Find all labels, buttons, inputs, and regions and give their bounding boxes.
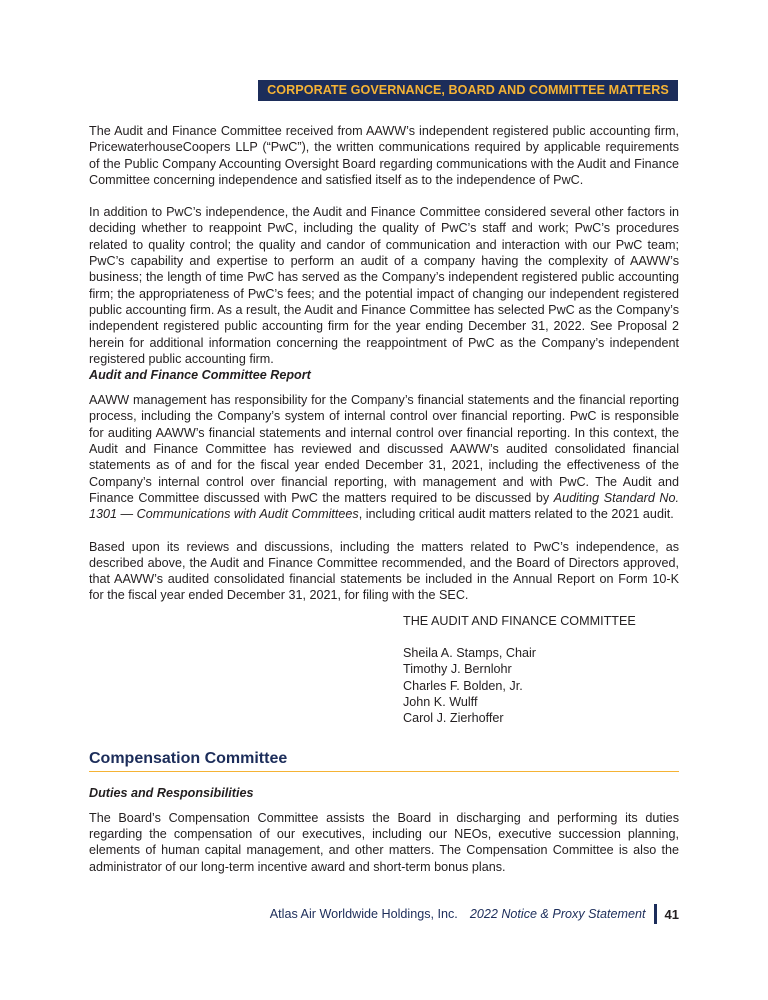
compensation-committee-heading: Compensation Committee [89,749,679,772]
paragraph-compensation-duties: The Board’s Compensation Committee assists the Board in discharging and performing its duties regarding the compensation of our executives, including our NEOs, executive succession planning, elements of human capital management, and other matters. The Compensation Committee is also the administrator of our long-term incentive award and short-term bonus plans. [89,810,679,874]
footer-document-title: 2022 Notice & Proxy Statement [469,907,646,921]
auditing-standard-title: Auditing Standard No. 1301 — Communications with Audit Committees [89,490,679,522]
page-footer [270,905,679,923]
duties-subheading: Duties and Responsibilities [89,785,254,800]
audit-report-text-2: , including critical audit matters related to the 2021 audit. [358,507,674,522]
footer-divider [654,904,657,924]
paragraph-independence: The Audit and Finance Committee received from AAWW’s independent registered public accounting firm, PricewaterhouseCoopers LLP (“PwC”), the written communications required by applicable requirements of the Public Company Accounting Oversight Board regarding communications with the Audit and Finance Committee concerning independence and satisfied itself as to the independence of PwC. [89,124,679,187]
signature-member: Carol J. Zierhoffer [403,711,504,726]
paragraph-reappointment-factors: In addition to PwC’s independence, the Audit and Finance Committee considered several other factors in deciding whether to reappoint PwC, including the quality of PwC’s staff and work; PwC’s procedures related to quality control; the quality and candor of communication and interaction with our PwC team; PwC’s capability and expertise to perform an audit of a company having the complexity of AAWW’s business; the length of time PwC has served as the Company’s independent registered public accounting firm; the appropriateness of PwC’s fees; and the potential impact of changing our independent registered public accounting firm. As a result, the Audit and Finance Committee has selected PwC as the Company’s independent registered public accounting firm for the year ending December 31, 2022. See Proposal 2 herein for additional information concerning the reappointment of PwC as the Company’s independent registered public accounting firm. [89,205,679,366]
audit-report-text-1: AAWW management has responsibility for the Company’s financial statements and the financial reporting process, including the Company’s system of internal control over financial reporting. PwC is responsible for auditing AAWW’s financial statements and internal control over financial reporting. In this context, the Audit and Finance Committee has reviewed and discussed AAWW’s audited consolidated financial statements as of and for the fiscal year ended December 31, 2021, including the effectiveness of the Company’s internal control over financial reporting, with management and with PwC. The Audit and Finance Committee discussed with PwC the matters required to be discussed by [89,393,679,505]
section-banner: CORPORATE GOVERNANCE, BOARD AND COMMITTEE MATTERS [258,80,678,101]
signature-title: THE AUDIT AND FINANCE COMMITTEE [403,613,636,628]
signature-member: Timothy J. Bernlohr [403,662,512,677]
footer-company: Atlas Air Worldwide Holdings, Inc. [269,907,458,921]
signature-member: Sheila A. Stamps, Chair [403,646,536,661]
signature-member: John K. Wulff [403,694,478,709]
signature-member: Charles F. Bolden, Jr. [403,678,523,693]
page-content [89,123,679,875]
committee-signature [403,613,679,727]
audit-report-subheading: Audit and Finance Committee Report [89,368,311,383]
paragraph-audit-report [89,392,679,522]
page-number: 41 [664,906,679,922]
paragraph-recommendation: Based upon its reviews and discussions, including the matters related to PwC’s independence, as described above, the Audit and Finance Committee recommended, and the Board of Directors approved, that AAWW’s audited consolidated financial statements be included in the Annual Report on Form 10-K for the fiscal year ended December 31, 2021, for filing with the SEC. [89,539,679,603]
